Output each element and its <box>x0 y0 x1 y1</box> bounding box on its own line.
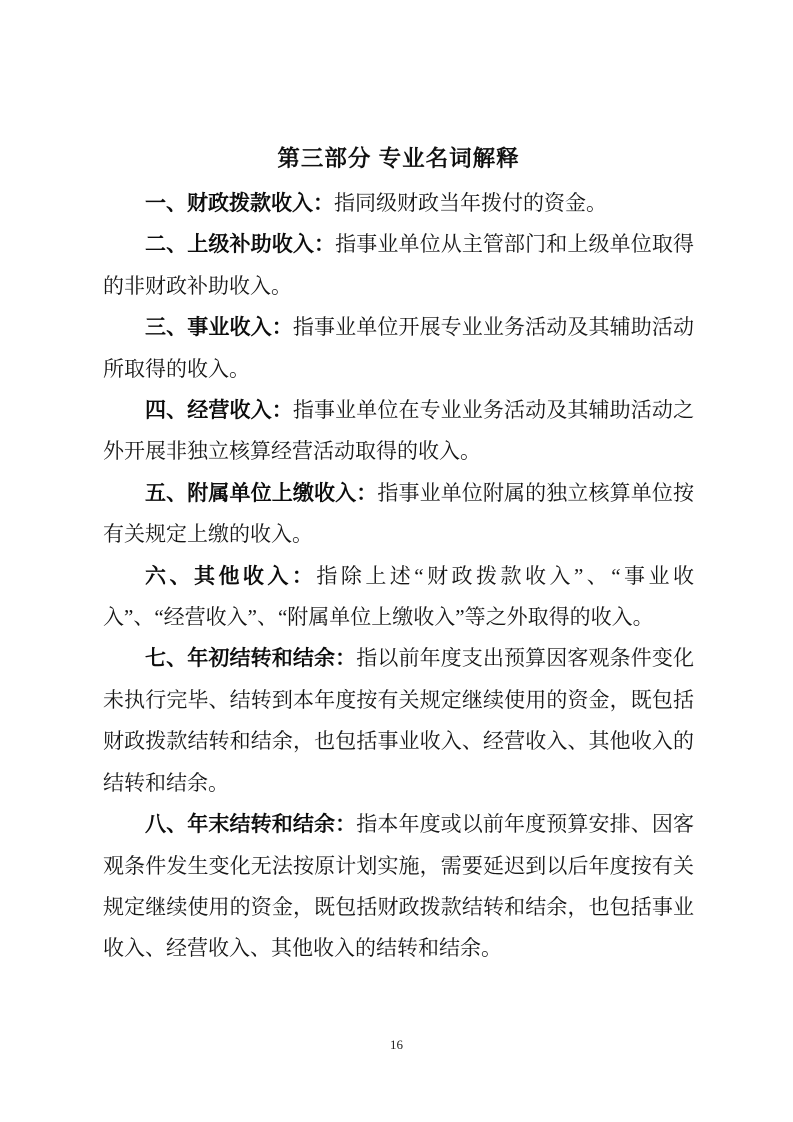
term-label: 六、其他收入： <box>145 563 317 588</box>
term-label: 四、经营收入： <box>145 398 293 423</box>
definition-paragraph <box>103 638 694 804</box>
definition-paragraph <box>103 307 694 390</box>
term-definition: 指本年度或以前年度预算安排、因客观条件发生变化无法按原计划实施，需要延迟到以后年度按有关规定继续使用的资金，既包括财政拨款结转和结余，也包括事业收入、经营收入、其他收入的结转和结余。 <box>103 812 695 961</box>
term-label: 三、事业收入： <box>145 315 293 340</box>
page-title: 第三部分 专业名词解释 <box>277 146 520 171</box>
definition-paragraph <box>103 224 694 307</box>
definition-paragraph <box>103 473 694 556</box>
term-label: 二、上级补助收入： <box>145 232 336 257</box>
term-definition: 指事业单位开展专业业务活动及其辅助活动所取得的收入。 <box>103 315 695 381</box>
definition-paragraph <box>103 804 694 970</box>
page-content <box>103 144 694 970</box>
definition-paragraph <box>103 556 694 639</box>
term-label: 一、财政拨款收入： <box>145 191 334 215</box>
term-definition: 指事业单位附属的独立核算单位按有关规定上缴的收入。 <box>103 480 695 547</box>
term-definition: 指同级财政当年拨付的资金。 <box>334 191 607 215</box>
term-definition: 指以前年度支出预算因客观条件变化未执行完毕、结转到本年度按有关规定继续使用的资金，既包括财政拨款结转和结余，也包括事业收入、经营收入、其他收入的结转和结余。 <box>103 646 695 795</box>
term-definition: 指事业单位在专业业务活动及其辅助活动之外开展非独立核算经营活动取得的收入。 <box>103 398 695 464</box>
definition-paragraph <box>103 183 694 224</box>
term-label: 七、年初结转和结余： <box>145 646 357 671</box>
page-footer <box>0 1037 793 1053</box>
term-label: 五、附属单位上缴收入： <box>145 480 378 505</box>
definition-paragraph <box>103 390 694 473</box>
term-label: 八、年末结转和结余： <box>145 812 357 837</box>
page-number: 16 <box>390 1037 403 1052</box>
term-definition: 指除上述“财政拨款收入”、“事业收入”、“经营收入”、“附属单位上缴收入”等之外取得的收入。 <box>103 563 694 630</box>
term-definition: 指事业单位从主管部门和上级单位取得的非财政补助收入。 <box>103 232 695 298</box>
